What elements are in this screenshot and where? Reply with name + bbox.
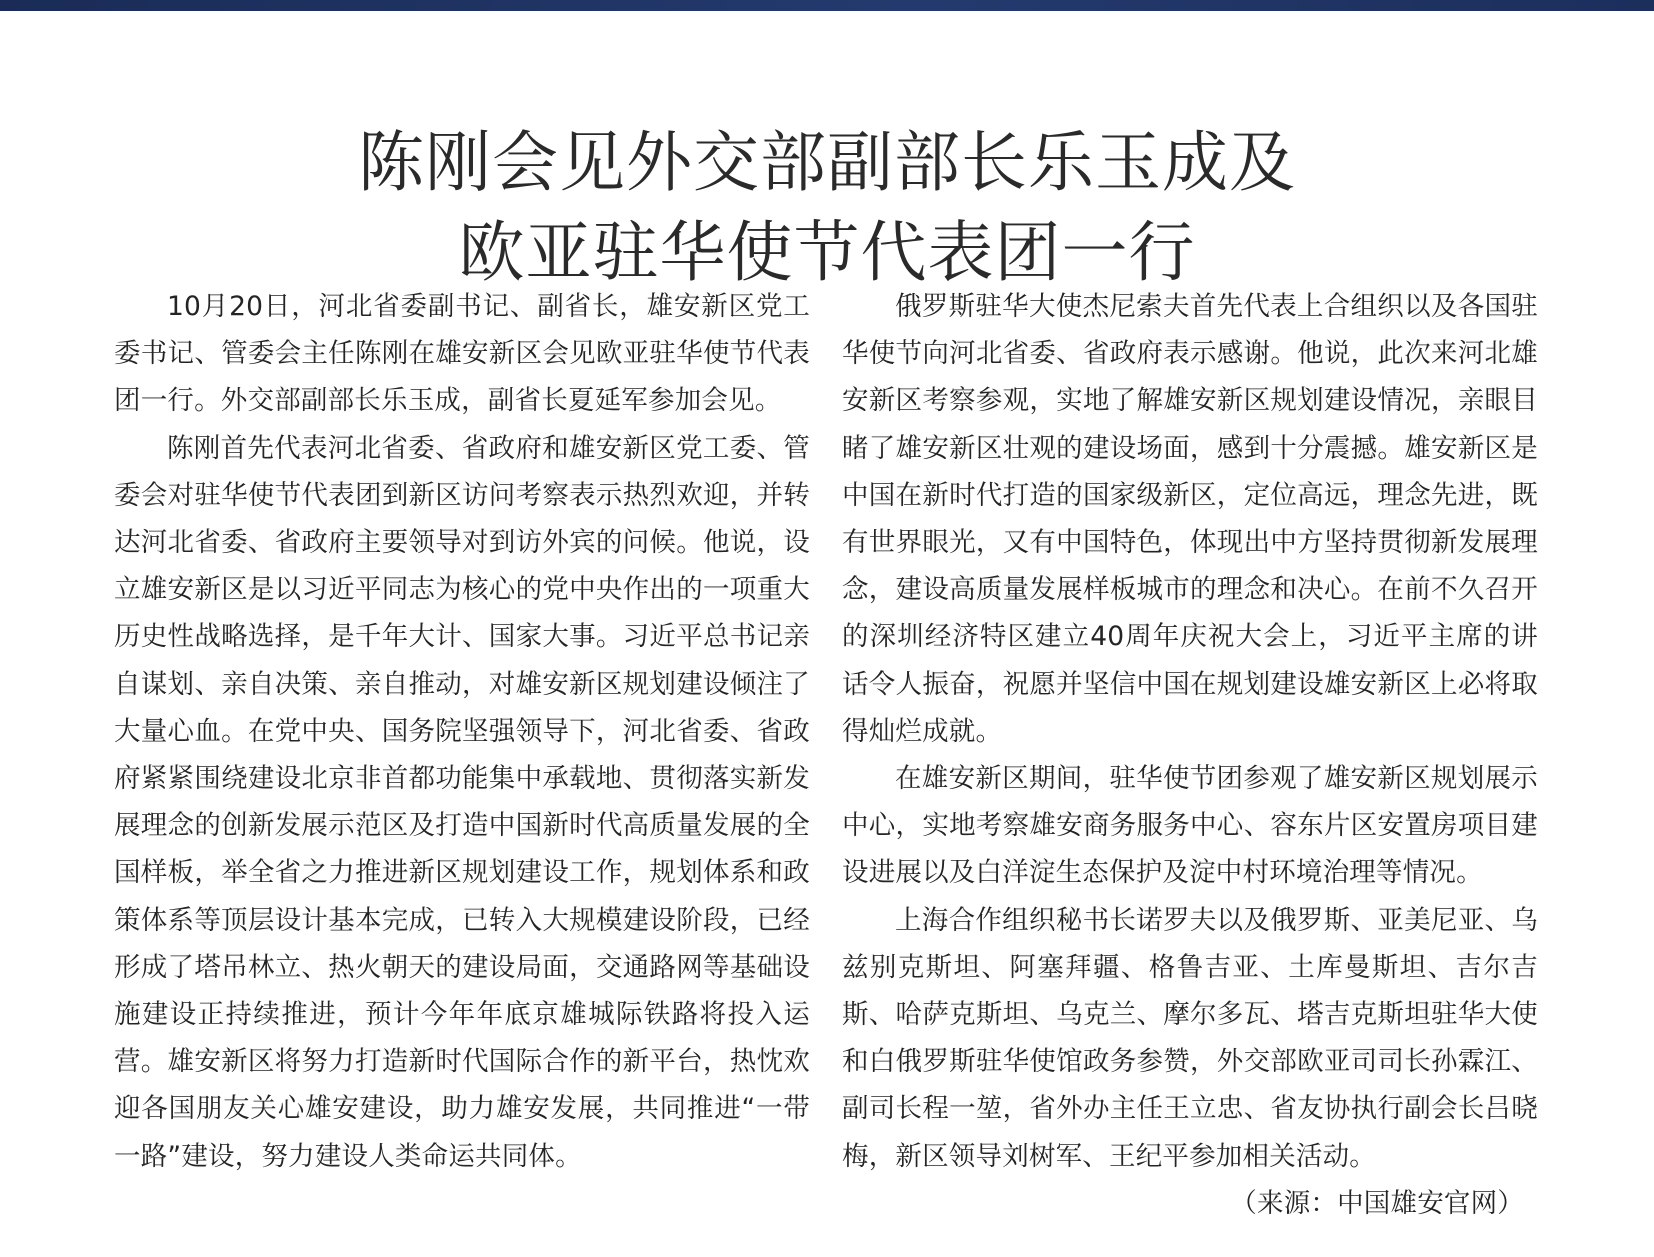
paragraph-ambassador-remarks: 俄罗斯驻华大使杰尼索夫首先代表上合组织以及各国驻华使节向河北省委、省政府表示感谢。他说，此次来河北雄安新区考察参观，实地了解雄安新区规划建设情况，亲眼目睹了雄安新区壮观的建设场面，感到十分震撼。雄安新区是中国在新时代打造的国家级新区，定位高远，理念先进，既有世界眼光，又有中国特色，体现出中方坚持贯彻新发展理念，建设高质量发展样板城市的理念和决心。在前不久召开的深圳经济特区建立40周年庆祝大会上，习近平主席的讲话令人振奋，祝愿并坚信中国在规划建设雄安新区上必将取得灿烂成就。: [842, 291, 1538, 747]
paragraph-attendees: 上海合作组织秘书长诺罗夫以及俄罗斯、亚美尼亚、乌兹别克斯坦、阿塞拜疆、格鲁吉亚、土库曼斯坦、吉尔吉斯、哈萨克斯坦、乌克兰、摩尔多瓦、塔吉克斯坦驻华大使和白俄罗斯驻华使馆政务参赞，外交部欧亚司司长孙霖江、副司长程一堃，省外办主任王立忠、省友协执行副会长吕晓梅，新区领导刘树军、王纪平参加相关活动。: [842, 904, 1538, 1172]
article-title: [0, 118, 1654, 298]
article-column-right: [842, 283, 1538, 1227]
article-title-line-1: 陈刚会见外交部副部长乐玉成及: [358, 124, 1296, 202]
article-title-line-2: 欧亚驻华使节代表团一行: [458, 214, 1196, 292]
article-source: （来源：中国雄安官网）: [1230, 1187, 1524, 1219]
paragraph-chen-gang-remarks: 陈刚首先代表河北省委、省政府和雄安新区党工委、管委会对驻华使节代表团到新区访问考察表示热烈欢迎，并转达河北省委、省政府主要领导对到访外宾的问候。他说，设立雄安新区是以习近平同志为核心的党中央作出的一项重大历史性战略选择，是千年大计、国家大事。习近平总书记亲自谋划、亲自决策、亲自推动，对雄安新区规划建设倾注了大量心血。在党中央、国务院坚强领导下，河北省委、省政府紧紧围绕建设北京非首都功能集中承载地、贯彻落实新发展理念的创新发展示范区及打造中国新时代高质量发展的全国样板，举全省之力推进新区规划建设工作，规划体系和政策体系等顶层设计基本完成，已转入大规模建设阶段，已经形成了塔吊林立、热火朝天的建设局面，交通路网等基础设施建设正持续推进，预计今年年底京雄城际铁路将投入运营。雄安新区将努力打造新时代国际合作的新平台，热忱欢迎各国朋友关心雄安建设，助力雄安发展，共同推进“一带一路”建设，努力建设人类命运共同体。: [114, 432, 810, 1172]
top-decorative-bar: [0, 0, 1654, 11]
paragraph-meeting-intro: 10月20日，河北省委副书记、副省长，雄安新区党工委书记、管委会主任陈刚在雄安新区会见欧亚驻华使节代表团一行。外交部副部长乐玉成，副省长夏延军参加会见。: [114, 291, 810, 417]
article-column-left: [114, 283, 810, 1180]
paragraph-visit-itinerary: 在雄安新区期间，驻华使节团参观了雄安新区规划展示中心，实地考察雄安商务服务中心、容东片区安置房项目建设进展以及白洋淀生态保护及淀中村环境治理等情况。: [842, 763, 1538, 889]
